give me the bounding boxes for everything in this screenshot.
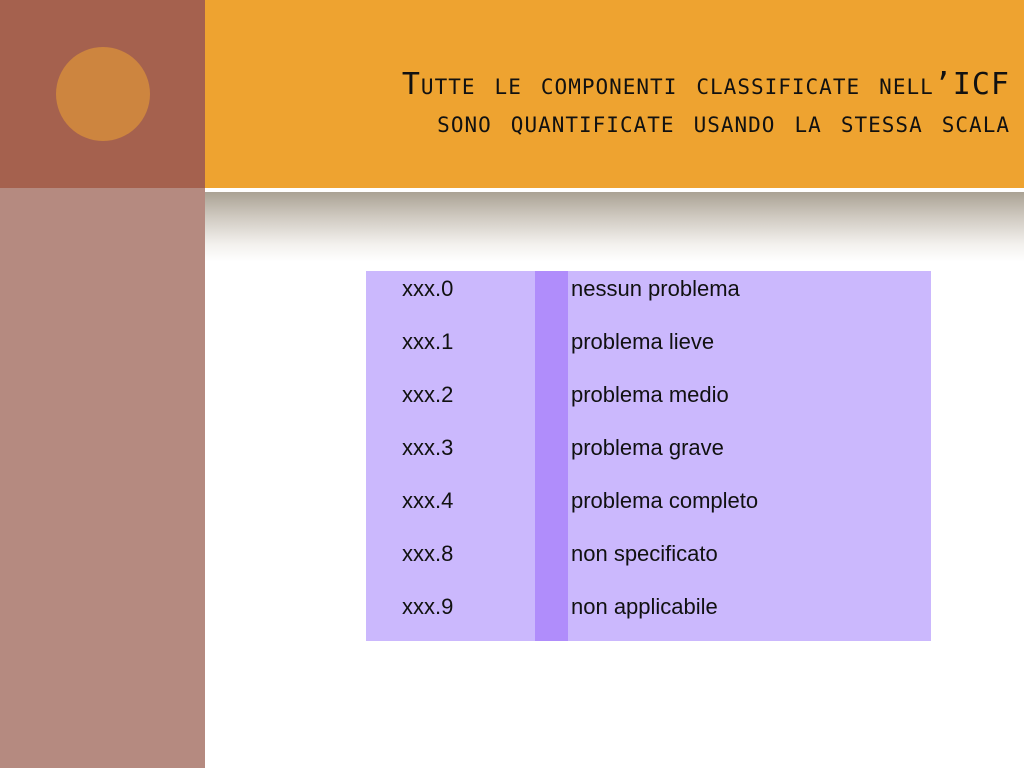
table-row [366,590,931,643]
table-row [366,378,931,431]
table-row [366,431,931,484]
left-band-bottom [0,188,205,768]
decorative-circle [56,47,150,141]
scale-description: non applicabile [571,594,718,619]
scale-code: xxx.1 [402,329,454,354]
scale-code: xxx.2 [402,382,454,407]
table-row [366,325,931,378]
scale-code: xxx.0 [402,276,454,301]
slide-title-line2: sono quantificate usando la stessa scala [437,105,1010,140]
scale-code: xxx.3 [402,435,454,460]
scale-description: nessun problema [571,276,740,301]
scale-description: problema lieve [571,329,715,354]
scale-description: non specificato [571,541,718,566]
table-row [366,272,931,325]
table-row [366,537,931,590]
scale-description: problema grave [571,435,724,460]
scale-description: problema completo [571,488,759,513]
slide-title [210,66,1010,142]
scale-code: xxx.4 [402,488,454,513]
table-row [366,484,931,537]
slide-title-line1: Tutte le componenti classificate nell’ICF [401,67,1010,102]
title-shadow [205,192,1024,262]
scale-code: xxx.8 [402,541,454,566]
scale-code: xxx.9 [402,594,454,619]
scale-description: problema medio [571,382,729,407]
